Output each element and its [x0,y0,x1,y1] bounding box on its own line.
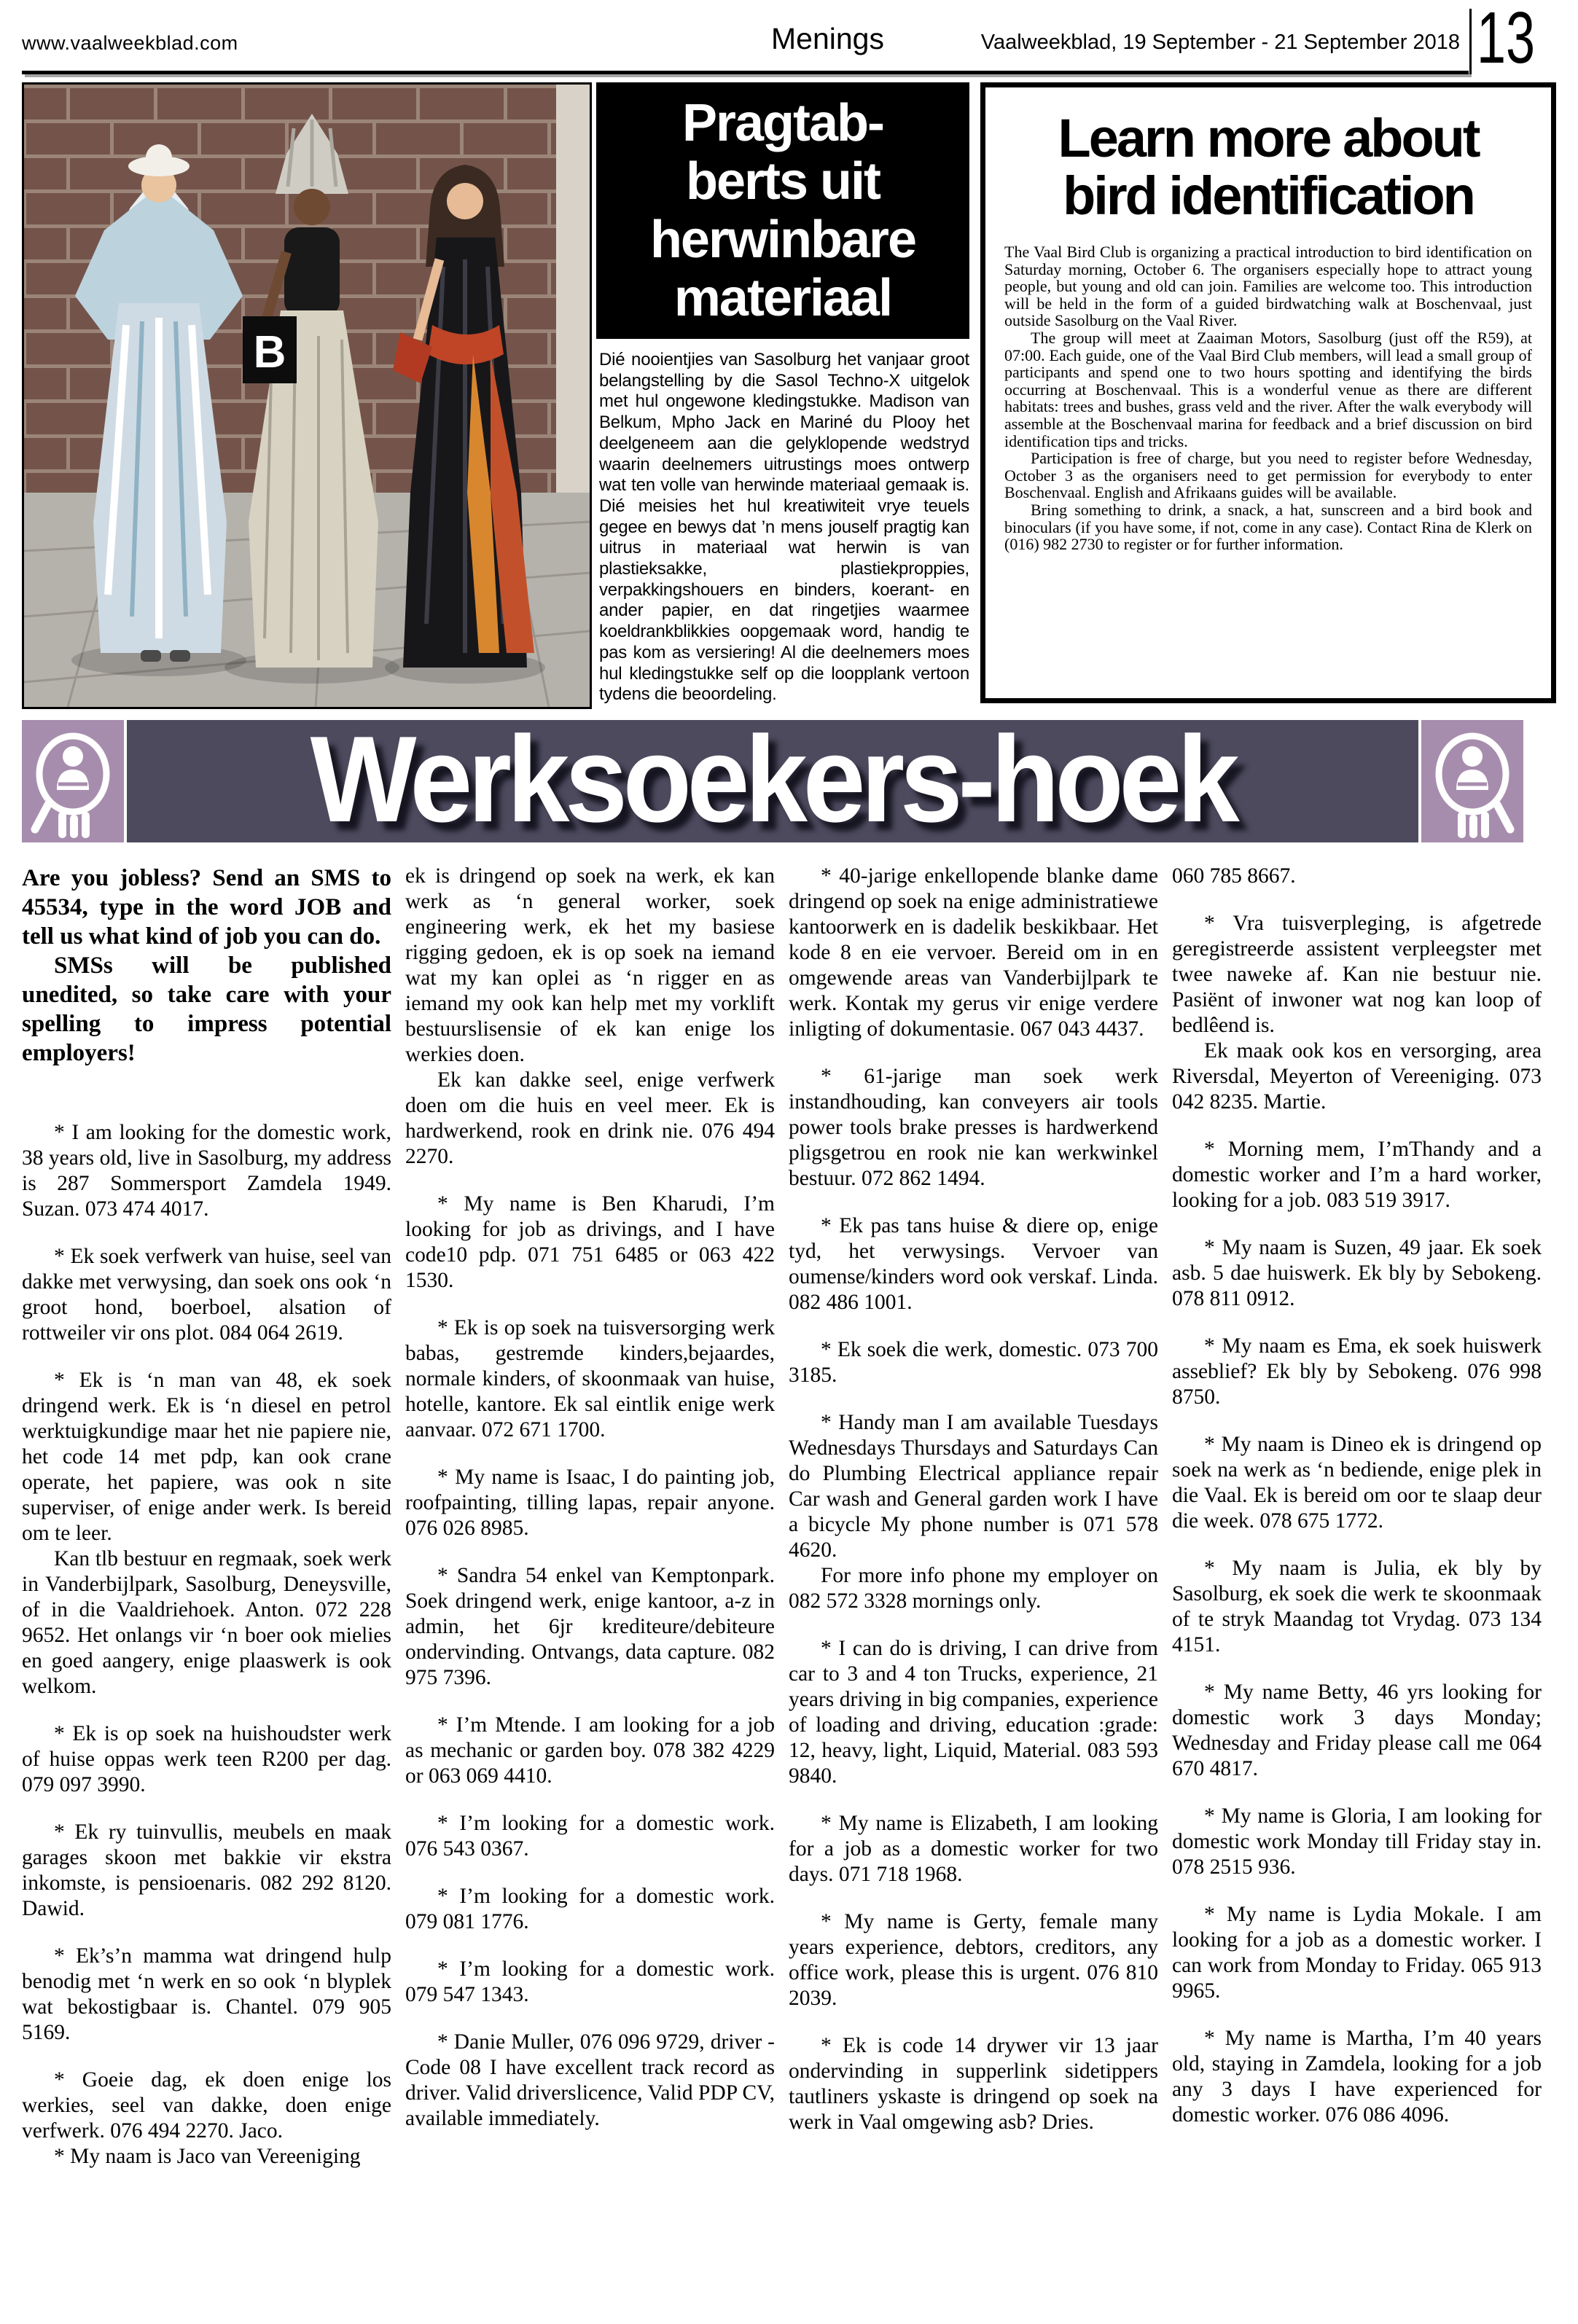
wall-pillar [556,85,590,500]
classified-ad: * Ek is code 14 drywer vir 13 jaar ondervinding in supperlink sidetippers tautliners yskaste is dringend op soek na werk in Vaal omgewing asb? Dries. [789,2034,1158,2134]
classified-ad: * My naam is Suzen, 49 jaar. Ek soek asb. 5 dae huiswerk. Ek bly by Sebokeng. 078 811 0912. [1172,1236,1542,1310]
classified-ad: * My naam is Dineo ek is dringend op soek na werk as ‘n bediende, enige plek in die Vaal. Ek is bereid om oor te slaap deur die week. 078 675 1772. [1172,1433,1542,1533]
classified-ad: * Ek is op soek na tuisversorging werk babas, gestremde kinders,bejaardes, normale kinders, of skoonmaak van huise, hotelle, kantore. Ek sal eintlik enige werk aanvaar. 072 671 1700. [405,1316,775,1441]
banner-tile-right [1421,720,1523,842]
classified-column-2 [405,864,775,2324]
bird-headline-line: Learn more about [1058,108,1479,168]
classified-ad: * Sandra 54 enkel van Kemptonpark. Soek dringend werk, enige kantoor, a-z in admin, het 6jr krediteure/debiteure ondervinding. Ontvangs, data capture. 082 975 7396. [405,1564,775,1689]
classified-ad: * My name is Lydia Mokale. I am looking for a job as a domestic worker. I can work from Monday to Friday. 065 913 9965. [1172,1903,1542,2003]
classified-ad: * 61-jarige man soek werk instandhouding, kan conveyers air tools power tools brake presses is hardwerkend pligsgetrou en rook nie kan werkwinkel bestuur. 072 862 1494. [789,1065,1158,1190]
classified-ad: * Handy man I am available Tuesdays Wednesdays Thursdays and Saturdays Can do Plumbing Electrical appliance repair Car wash and General garden work I have a bicycle My phone number is 071 578 4620. [789,1411,1158,1562]
classified-ad: * My name is Martha, I’m 40 years old, staying in Zamdela, looking for a job any 3 days I have experienced for domestic worker. 076 086 4096. [1172,2027,1542,2127]
classified-ad: * My name is Isaac, I do painting job, roofpainting, tilling lapas, repair anyone. 076 026 8985. [405,1466,775,1540]
lead-headline-line: Pragtab- [681,94,884,152]
classified-ad: 060 785 8667. [1172,864,1296,888]
header-rule [22,71,1469,74]
classified-ad: * Ek is ‘n man van 48, ek soek dringend werk. Ek is ‘n diesel en petrol werktuigkundige maar het nie papiere nie, het code 14 met pdp, kan ook crane operate, het papiere, was ook n site superviser, of enige ander werk. Is bereid om te leer. [22,1369,391,1545]
bird-paragraph: The group will meet at Zaaiman Motors, Sasolburg (just off the R59), at 07:00. Each guide, one of the Vaal Bird Club members, will lead a small group of participants and spend one to two hours spotting and identifying the birds occurring at Boschenvaal. This is a wonderful venue as there are different habitats: trees and bushes, grass veld and the river. After the walk everybody will assemble at the Boschenvaal marina for feedback and a brief discussion on bird identification tips and tricks. [1004,328,1532,450]
classified-ad: * Goeie dag, ek doen enige los werkies, seel van dakke, doen enige verfwerk. 076 494 2270. Jaco. [22,2068,391,2143]
bird-headline-line: bird identification [1063,165,1474,226]
header-divider [1469,9,1472,74]
classified-ad: * I can do is driving, I can drive from car to 3 and 4 ton Trucks, experience, 21 years driving in big companies, experience of loading and driving, education :grade: 12, heavy, light, Liquid, Material. 083 593 9840. [789,1637,1158,1788]
bird-headline [1004,109,1532,224]
classified-ad: * Ek pas tans huise & diere op, enige tyd, het verwysings. Vervoer van oumense/kinders word ook verskaf. Linda. 082 486 1001. [789,1214,1158,1314]
classified-ad: Ek maak ook kos en versorging, area Riversdal, Meyerton of Vereeniging. 073 042 8235. Martie. [1172,1039,1542,1114]
classified-ad: * My naam is Jaco van Vereeniging [54,2145,361,2168]
classified-ad: * I’m Mtende. I am looking for a job as mechanic or garden boy. 078 382 4229 or 063 069 4410. [405,1713,775,1788]
classified-ad: SMSs will be published unedited, so take care with your spelling to impress potential employers! [22,952,391,1066]
classified-ad: * I’m looking for a domestic work. 076 543 0367. [405,1812,775,1861]
classified-ad: * Ek is op soek na huishoudster werk of huise oppas werk teen R200 per dag. 079 097 3990. [22,1722,391,1796]
banner-title: Werksoekers-hoek [310,720,1235,842]
classified-ad: * I am looking for the domestic work, 38 years old, live in Sasolburg, my address is 287 Sommersport Zamdela 1949. Suzan. 073 474 4017. [22,1121,391,1221]
werksoekers-banner [127,720,1418,842]
issue-date: Vaalweekblad, 19 September - 21 September 2018 [980,31,1460,54]
classified-ad: * My name is Ben Kharudi, I’m looking for job as drivings, and I have code10 pdp. 071 751 6485 or 063 422 1530. [405,1192,775,1292]
classified-ad: * Vra tuisverpleging, is afgetrede geregistreerde assistent verpleegster met twee naweke af. Kan nie bestuur nie. Pasiënt of inwoner wat nog kan loop of bedlêend is. [1172,912,1542,1037]
website-url: www.vaalweekblad.com [22,32,238,54]
classified-ad: * My name is Gloria, I am looking for domestic work Monday till Friday stay in. 078 2515 936. [1172,1804,1542,1879]
lead-headline-line: materiaal [673,269,892,327]
classified-ad: * My name Betty, 46 yrs looking for domestic work 3 days Monday; Wednesday and Friday please call me 064 670 4817. [1172,1681,1542,1780]
bird-body [1004,243,1532,553]
classified-ad: * My name is Elizabeth, I am looking for a job as a domestic worker for two days. 071 718 1968. [789,1812,1158,1886]
classified-ad: ek is dringend op soek na werk, ek kan werk as ‘n general worker, soek engineering werk, ek het my basiese rigging gedoen, ek is op soek na iemand wat my kan oplei as ‘n rigger en as iemand my ook kan help met my vorklift bestuurslisensie of ek kan enige los werkies doen. [405,864,775,1066]
classified-ad: * Morning mem, I’mThandy and a domestic worker and I’m a hard worker, looking for a job. 083 519 3917. [1172,1138,1542,1212]
bird-paragraph: The Vaal Bird Club is organizing a practical introduction to bird identification on Saturday morning, October 6. The organisers especially hope to attract young people, but young and old can join. Families are welcome too. This introduction will be held in the form of a guided birdwatching walk at Boschenvaal, just outside Sasolburg on the Vaal River. [1004,243,1532,330]
job-seeker-magnifier-icon [22,720,124,842]
classified-ad: Kan tlb bestuur en regmaak, soek werk in Vanderbijlpark, Sasolburg, Deneysville, of in die Vaaldriehoek. Anton. 072 228 9652. Het onlangs vir ‘n boer ook mielies en goed aangery, enige plaaswerk is ook welkom. [22,1547,391,1698]
lead-headline [596,82,969,339]
section-title: Menings [771,22,884,55]
classified-ad: Are you jobless? Send an SMS to 45534, type in the word JOB and tell us what kind of job you can do. [22,865,391,950]
classified-ad: * I’m looking for a domestic work. 079 547 1343. [405,1957,775,2006]
classified-ad: * I’m looking for a domestic work. 079 081 1776. [405,1885,775,1933]
classified-ad: * My name is Gerty, female many years experience, debtors, creditors, any office work, please this is urgent. 076 810 2039. [789,1910,1158,2010]
classified-ad: For more info phone my employer on 082 572 3328 mornings only. [789,1564,1158,1613]
classified-ad: * Ek ry tuinvullis, meubels en maak garages skoon met bakkie vir ekstra inkomste, is pensioenaris. 082 292 8120. Dawid. [22,1820,391,1920]
classified-ad: * My naam is Julia, ek bly by Sasolburg, ek soek die werk te skoonmaak of te stryk Maandag tot Vrydag. 073 134 4151. [1172,1557,1542,1656]
job-seeker-magnifier-icon [1421,720,1523,842]
classified-column-1 [22,864,391,2324]
recycled-dresses-photo-illustration [24,85,590,707]
lead-photo [22,82,592,709]
lead-headline-line: berts uit [685,152,880,211]
bird-paragraph: Participation is free of charge, but you need to register before Wednesday, October 3 as the organisers need to get permission for everybody to enter Boschenvaal. English and Afrikaans guides will be available. [1004,449,1532,502]
classified-column-3 [789,864,1158,2324]
classified-ad: * 40-jarige enkellopende blanke dame dringend op soek na enige administratiewe kantoorwerk en is dadelik beskikbaar. Het kode 8 en eie vervoer. Bereid om in en omgewende areas van Vanderbijlpark te werk. Kontak my gerus vir enige verdere inligting of dokumentasie. 067 043 4437. [789,864,1158,1041]
classified-ad: * Danie Muller, 076 096 9729, driver - Code 08 I have excellent track record as driver. Valid driverslicence, Valid PDP CV, available immediately. [405,2030,775,2130]
lead-headline-line: herwinbare [649,211,916,269]
classified-ad: * Ek soek verfwerk van huise, seel van dakke met verwysing, dan soek ons ook ‘n groot hond, boerboel, alsation of rottweiler vir ons plot. 084 064 2619. [22,1245,391,1345]
classified-ad: * My naam es Ema, ek soek huiswerk asseblief? Ek bly by Sebokeng. 076 998 8750. [1172,1334,1542,1409]
classified-ad: * Ek soek die werk, domestic. 073 700 3185. [789,1338,1158,1387]
classified-column-4 [1172,864,1542,2324]
classified-ad: Ek kan dakke seel, enige verfwerk doen om die huis en veel meer. Ek is hardwerkend, rook en drink nie. 076 494 2270. [405,1068,775,1168]
photo-letter: B [253,327,286,377]
bird-paragraph: Bring something to drink, a snack, a hat, sunscreen and a bird book and binoculars (if you have some, if not, come in any case). Contact Rina de Klerk on (016) 982 2730 to register or for further information. [1004,500,1532,554]
classified-ad: * Ek’s’n mamma wat dringend hulp benodig met ‘n werk en so ook ‘n blyplek wat bekostigbaar is. Chantel. 079 905 5169. [22,1944,391,2044]
lead-caption: Dié nooientjies van Sasolburg het vanjaar groot belangstelling by die Sasol Techno-X uitgelok met hul ongewone kledingstukke. Madison van Belkum, Mpho Jack en Mariné du Plooy het deelgeneem aan die gelyklopende wedstryd waarin deelnemers uitrustings moes ontwerp wat ten volle van herwinde materiaal gemaak is. Dié meisies het hul kreatiwiteit vrye teuels gegee en bewys dat ’n mens jouself pragtig kan uitrus in materiaal wat herwin is van plastieksakke, plastiekproppies, verpakkingshouers en binders, koerant- en ander papier, en dat ringetjies waarmee koeldrankblikkies oopgemaak word, handig te pas kom as versiering! Al die deelnemers moes hul kledingstukke self op die loopplank vertoon tydens die beoordeling. [599,350,969,705]
page-number: 13 [1477,0,1536,79]
banner-tile-left [22,720,124,842]
bird-article [980,82,1556,703]
